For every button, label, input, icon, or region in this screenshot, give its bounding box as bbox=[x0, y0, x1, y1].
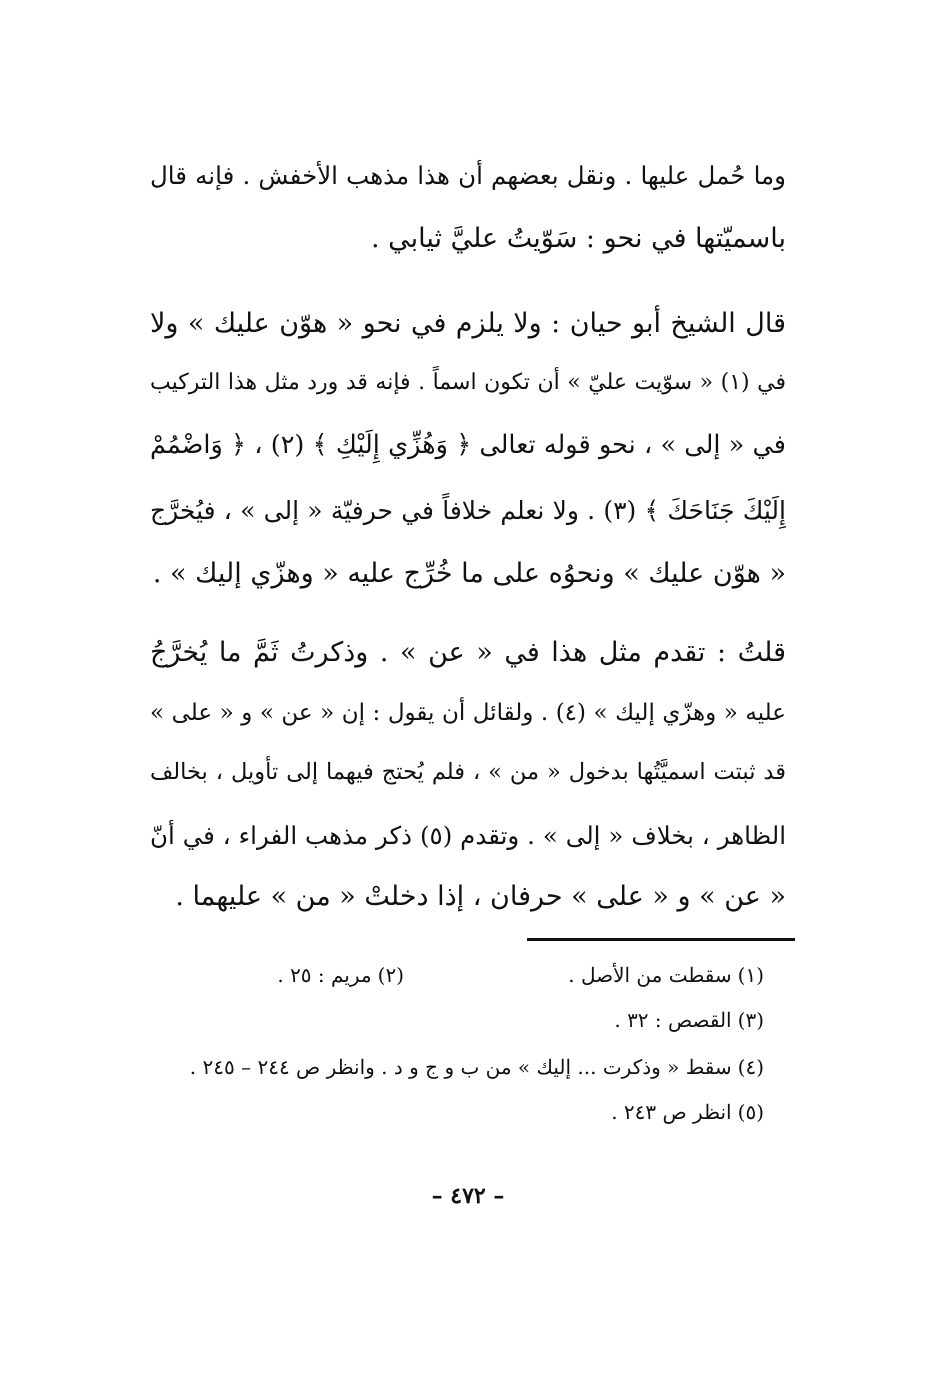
footnote-text: سقط « وذكرت ... إليك » من ب و ج و د . وانظر ص ٢٤٤ – ٢٤٥ . bbox=[189, 1055, 732, 1079]
paragraph-3-line-4: الظاهر ، بخلاف « إلى » . وتقدم (٥) ذكر مذهب الفراء ، في أنّ bbox=[150, 821, 786, 850]
paragraph-2-line-5: « هوّن عليك » ونحوُه على ما خُرِّج عليه « وهزّي إليك » . bbox=[152, 558, 786, 589]
paragraph-1-line-2: باسميّتها في نحو : سَوّيتُ عليَّ ثيابي . bbox=[370, 223, 786, 254]
footnote-5 bbox=[611, 1092, 764, 1132]
footnote-text: انظر ص ٢٤٣ . bbox=[611, 1100, 732, 1124]
paragraph-3-line-1: قلتُ : تقدم مثل هذا في « عن » . وذكرتُ ثَمَّ ما يُخرَّجُ bbox=[150, 637, 786, 668]
paragraph-2-line-4: إِلَيْكَ جَنَاحَكَ ﴾ (٣) . ولا نعلم خلافاً في حرفيّة « إلى » ، فيُخرَّج bbox=[150, 496, 786, 525]
footnote-text: سقطت من الأصل . bbox=[568, 963, 732, 987]
footnote-number: (٥) bbox=[737, 1100, 764, 1124]
paragraph-2-line-2: في (١) « سوّيت عليّ » أن تكون اسماً . فإنه قد ورد مثل هذا التركيب bbox=[150, 370, 786, 395]
paragraph-3-line-2: عليه « وهزّي إليك » (٤) . ولقائل أن يقول : إن « عن » و « على » bbox=[150, 700, 786, 726]
footnote-number: (٤) bbox=[737, 1055, 764, 1079]
footnote-number: (٢) bbox=[377, 963, 404, 987]
footnote-1 bbox=[568, 955, 764, 995]
paragraph-3-line-3: قد ثبتت اسميَّتُها بدخول « من » ، فلم يُحتج فيهما إلى تأويل ، بخالف bbox=[150, 759, 786, 785]
footnote-text: القصص : ٣٢ . bbox=[614, 1008, 732, 1032]
paragraph-2-line-1: قال الشيخ أبو حيان : ولا يلزم في نحو « هوّن عليك » ولا bbox=[150, 308, 786, 339]
footnote-divider bbox=[527, 938, 795, 941]
paragraph-3-line-5: « عن » و « على » حرفان ، إذا دخلتْ « من » عليهما . bbox=[175, 881, 786, 912]
footnote-3 bbox=[614, 1000, 764, 1040]
paragraph-2-line-3: في « إلى » ، نحو قوله تعالى ﴿ وَهُزِّي إِلَيْكِ ﴾ (٢) ، ﴿ وَاضْمُمْ bbox=[150, 430, 786, 460]
footnote-text: مريم : ٢٥ . bbox=[277, 963, 372, 987]
footnote-2 bbox=[277, 955, 404, 995]
footnote-number: (١) bbox=[737, 963, 764, 987]
footnote-4 bbox=[190, 1047, 764, 1087]
paragraph-1-line-1: وما حُمل عليها . ونقل بعضهم أن هذا مذهب الأخفش . فإنه قال bbox=[150, 161, 786, 190]
footnote-number: (٣) bbox=[737, 1008, 764, 1032]
page-number: – ٤٧٢ – bbox=[431, 1183, 505, 1209]
